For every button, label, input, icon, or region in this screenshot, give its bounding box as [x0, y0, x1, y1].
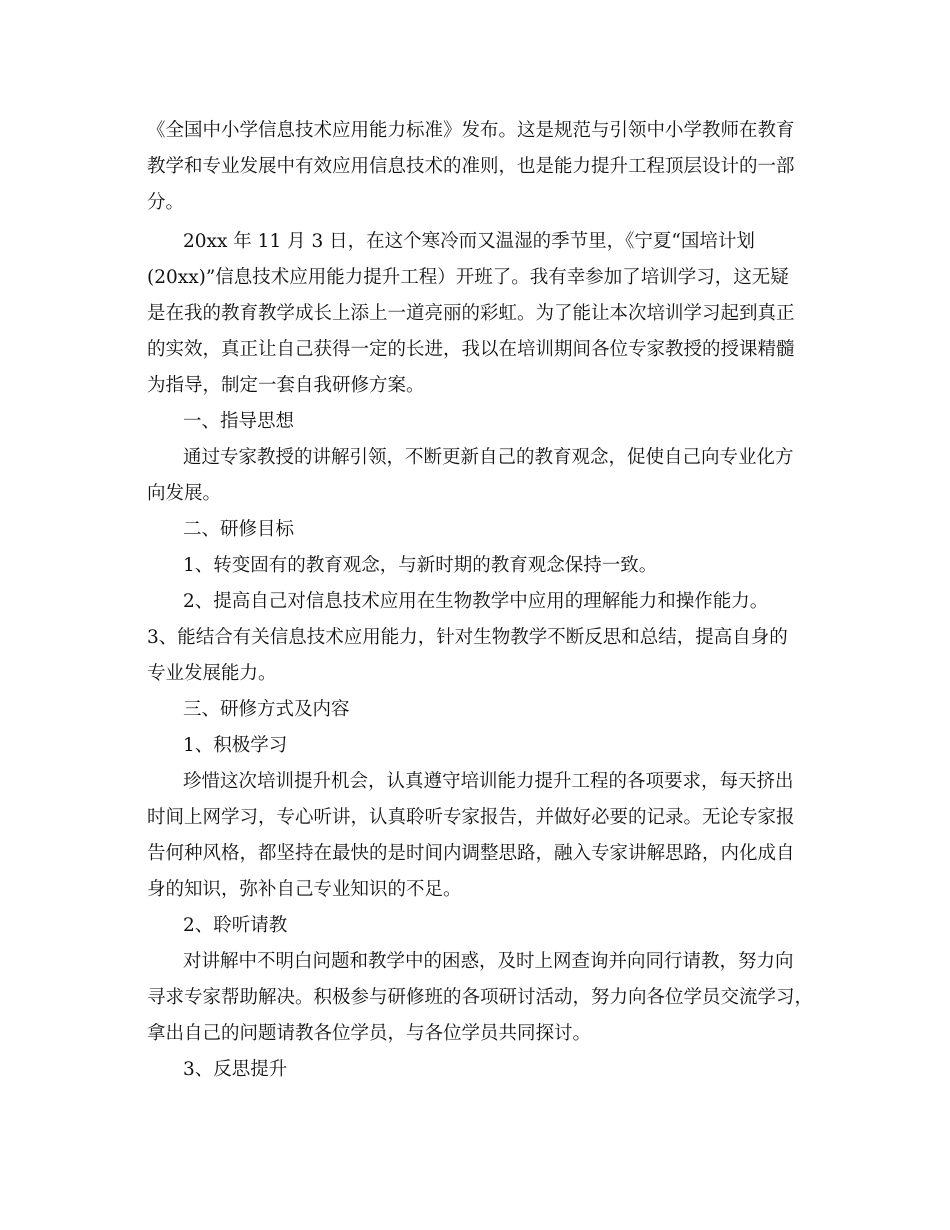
list-item: 1、转变固有的教育观念，与新时期的教育观念保持一致。: [183, 555, 658, 576]
paragraph-line: 分。: [147, 192, 185, 213]
paragraph-line: 通过专家教授的讲解引领，不断更新自己的教育观念，促使自己向专业化方: [183, 447, 794, 468]
paragraph-line: 向发展。: [147, 483, 222, 504]
paragraph-line: 身的知识，弥补自己专业知识的不足。: [147, 879, 462, 900]
paragraph-line: (20xx)”信息技术应用能力提升工程）开班了。我有幸参加了培训学习，这无疑: [147, 267, 789, 288]
list-item: 2、提高自己对信息技术应用在生物教学中应用的理解能力和操作能力。: [183, 591, 769, 612]
paragraph-line: 的实效，真正让自己获得一定的长进，我以在培训期间各位专家教授的授课精髓: [147, 339, 795, 360]
section-heading: 一、指导思想: [183, 411, 295, 432]
paragraph-line: 《全国中小学信息技术应用能力标准》发布。这是规范与引领中小学教师在教育: [147, 120, 795, 141]
subsection-heading: 1、积极学习: [183, 735, 288, 756]
paragraph-line: 拿出自己的问题请教各位学员，与各位学员共同探讨。: [147, 1023, 592, 1044]
paragraph-line: 为指导，制定一套自我研修方案。: [147, 375, 425, 396]
paragraph-line: 时间上网学习，专心听讲，认真聆听专家报告，并做好必要的记录。无论专家报: [147, 807, 795, 828]
paragraph-line: 珍惜这次培训提升机会，认真遵守培训能力提升工程的各项要求，每天挤出: [183, 771, 794, 792]
paragraph-line: 对讲解中不明白问题和教学中的困惑，及时上网查询并向同行请教，努力向: [183, 951, 794, 972]
paragraph-line: 专业发展能力。: [147, 663, 277, 684]
paragraph-line: 20xx 年 11 月 3 日，在这个寒冷而又温湿的季节里，《宁夏“国培计划: [183, 231, 755, 252]
paragraph-line: 告何种风格，都坚持在最快的是时间内调整思路，融入专家讲解思路，内化成自: [147, 843, 795, 864]
list-item: 3、能结合有关信息技术应用能力，针对生物教学不断反思和总结，提高自身的: [147, 627, 788, 648]
section-heading: 三、研修方式及内容: [183, 699, 350, 720]
paragraph-line: 是在我的教育教学成长上添上一道亮丽的彩虹。为了能让本次培训学习起到真正: [147, 303, 795, 324]
paragraph-line: 教学和专业发展中有效应用信息技术的准则，也是能力提升工程顶层设计的一部: [147, 156, 795, 177]
section-heading: 二、研修目标: [183, 519, 295, 540]
subsection-heading: 2、聆听请教: [183, 915, 288, 936]
subsection-heading: 3、反思提升: [183, 1059, 288, 1080]
paragraph-line: 寻求专家帮助解决。积极参与研修班的各项研讨活动，努力向各位学员交流学习，: [147, 987, 814, 1008]
